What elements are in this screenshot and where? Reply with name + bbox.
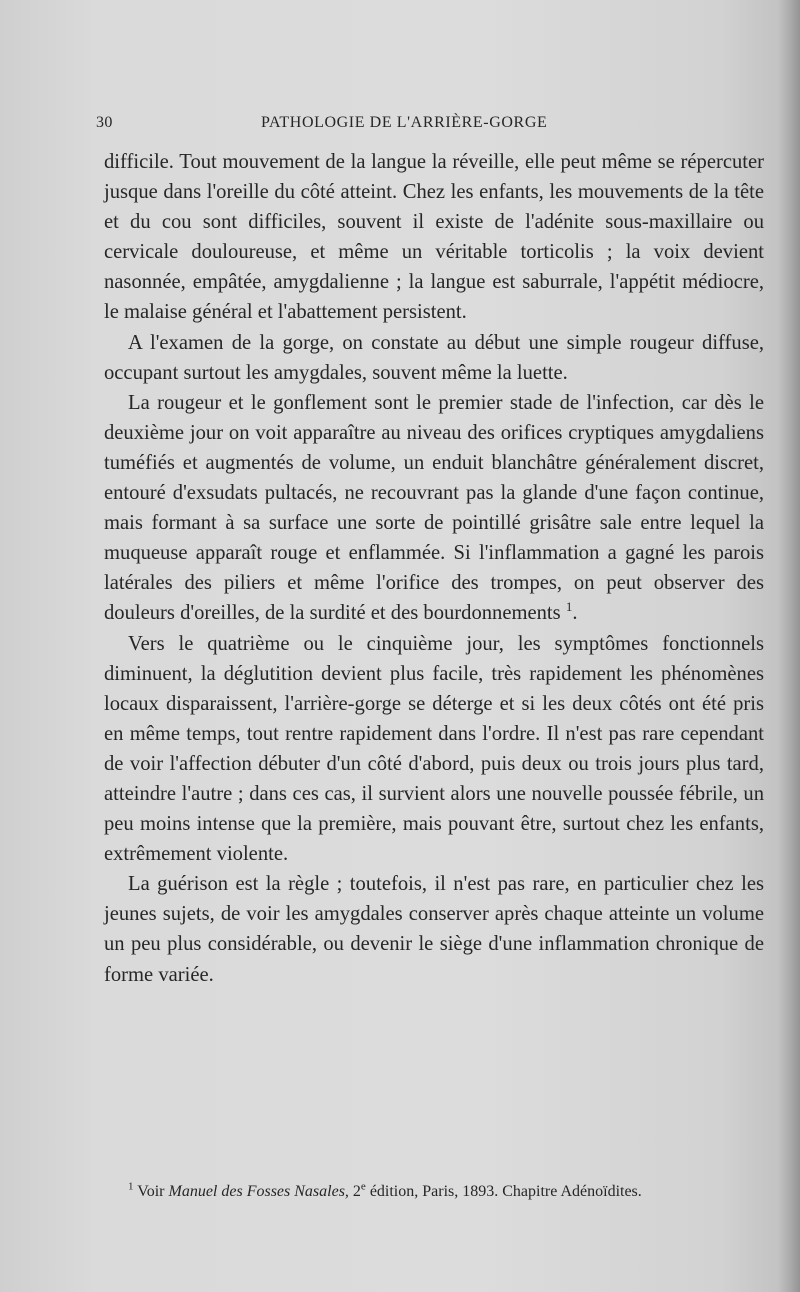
body-text <box>104 147 764 990</box>
paragraph-3 <box>104 388 764 629</box>
footnote-edition-number: 2 <box>352 1183 361 1200</box>
running-title: PATHOLOGIE DE L'ARRIÈRE-GORGE <box>261 114 548 131</box>
footnote-text <box>104 1180 764 1201</box>
footnote <box>104 1180 764 1201</box>
page-header <box>96 114 760 136</box>
paragraph-3-text: La rougeur et le gonflement sont le premier stade de l'infection, car dès le deuxième jour on voit apparaître au niveau des orifices cryptiques amygdaliens tuméfiés et augmentés de volume, un enduit blanchâtre généralement discret, entouré d'exsudats pultacés, ne recouvrant pas la glande d'une façon continue, mais formant à sa surface une sorte de pointillé grisâtre sale entre lequel la muqueuse apparaît rouge et enflammée. Si l'inflammation a gagné les parois latérales des piliers et même l'orifice des trompes, on peut observer des douleurs d'oreilles, de la surdité et des bourdonnements <box>104 391 764 625</box>
footnote-book-title: Manuel des Fosses Nasales, <box>168 1183 349 1200</box>
paragraph-1: difficile. Tout mouvement de la langue la réveille, elle peut même se répercuter jusque dans l'oreille du côté atteint. Chez les enfants, les mouvements de la tête et du cou sont difficiles, souvent il existe de l'adénite sous-maxillaire ou cervicale douloureuse, et même un véritable torticolis ; la voix devient nasonnée, empâtée, amygdalienne ; la langue est saburrale, l'appétit médiocre, le malaise général et l'abattement persistent. <box>104 151 764 324</box>
paragraph-2: A l'examen de la gorge, on constate au début une simple rougeur diffuse, occupant surtout les amygdales, souvent même la luette. <box>104 331 764 384</box>
footnote-edition-suffix: e <box>360 1180 366 1193</box>
page-edge-shadow <box>778 0 800 1292</box>
footnote-reference: 1 <box>565 599 573 615</box>
page-number: 30 <box>96 114 113 131</box>
footnote-lead: Voir <box>137 1183 165 1200</box>
footnote-rest: édition, Paris, 1893. Chapitre Adénoïdites. <box>369 1183 642 1200</box>
footnote-mark: 1 <box>128 1180 134 1193</box>
paragraph-3-end: . <box>572 602 578 625</box>
paragraph-5: La guérison est la règle ; toutefois, il n'est pas rare, en particulier chez les jeunes sujets, de voir les amygdales conserver après chaque atteinte un volume un peu plus considérable, ou devenir le siège d'une inflammation chronique de forme variée. <box>104 873 764 986</box>
paragraph-4: Vers le quatrième ou le cinquième jour, les symptômes fonctionnels diminuent, la déglutition devient plus facile, très rapidement les phénomènes locaux disparaissent, l'arrière-gorge se déterge et si les deux côtés ont été pris en même temps, tout rentre rapidement dans l'ordre. Il n'est pas rare cependant de voir l'affection débuter d'un côté d'abord, puis deux ou trois jours plus tard, atteindre l'autre ; dans ces cas, il survient alors une nouvelle poussée fébrile, un peu moins intense que la première, mais pouvant être, surtout chez les enfants, extrêmement violente. <box>104 632 764 866</box>
